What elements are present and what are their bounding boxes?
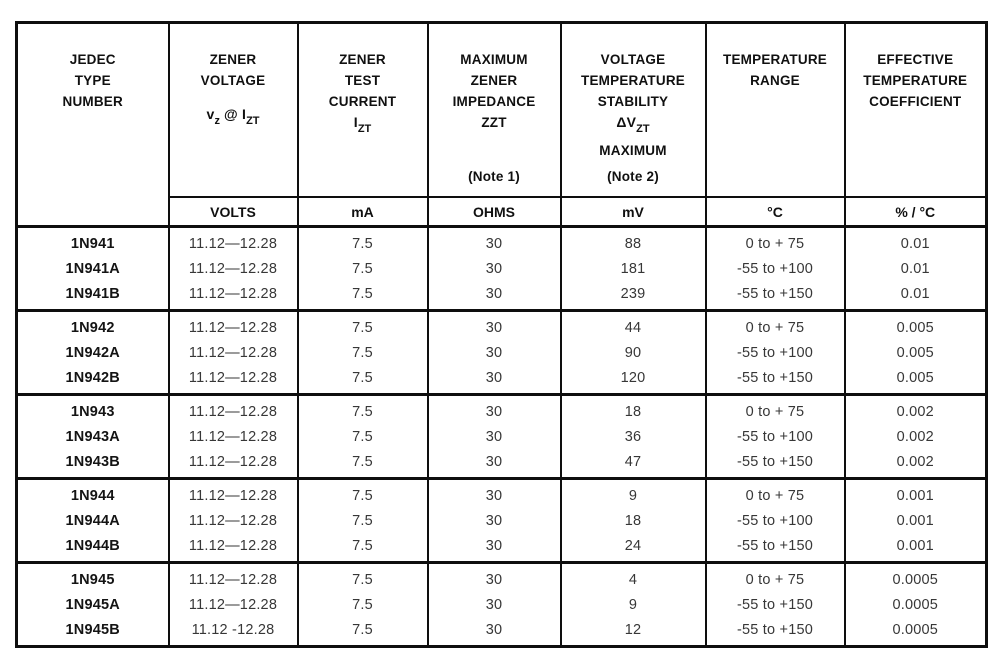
table-row <box>17 449 987 479</box>
group-1N943 <box>17 395 987 479</box>
header-effective-temp-coefficient <box>845 23 987 198</box>
zener-spec-table <box>15 21 988 648</box>
unit-mv: mV <box>561 197 706 227</box>
header-line: TYPE <box>74 73 111 88</box>
cell-stability: 120 <box>561 365 706 395</box>
header-line: VOLTAGE <box>600 52 666 67</box>
izt-formula: $I_{ZT}$ <box>353 114 372 135</box>
cell-temp-range: -55 to +150 <box>706 365 845 395</box>
cell-test-current: 7.5 <box>298 395 428 425</box>
cell-zener-voltage: 11.12—12.28 <box>169 424 298 449</box>
header-line: JEDEC <box>69 52 116 67</box>
table-row <box>17 508 987 533</box>
cell-impedance: 30 <box>428 508 561 533</box>
note-2-ref: (Note 2) <box>607 169 659 184</box>
table-row <box>17 281 987 311</box>
cell-impedance: 30 <box>428 256 561 281</box>
cell-coefficient: 0.002 <box>845 395 987 425</box>
cell-zener-voltage: 11.12—12.28 <box>169 533 298 563</box>
header-line: NUMBER <box>62 94 123 109</box>
cell-stability: 18 <box>561 395 706 425</box>
cell-test-current: 7.5 <box>298 592 428 617</box>
cell-type-number: 1N944A <box>17 508 169 533</box>
cell-stability: 90 <box>561 340 706 365</box>
cell-zener-voltage: 11.12—12.28 <box>169 256 298 281</box>
cell-zener-voltage: 11.12—12.28 <box>169 479 298 509</box>
group-1N944 <box>17 479 987 563</box>
cell-impedance: 30 <box>428 395 561 425</box>
header-line: MAXIMUM <box>599 143 667 158</box>
cell-impedance: 30 <box>428 311 561 341</box>
cell-impedance: 30 <box>428 449 561 479</box>
cell-test-current: 7.5 <box>298 311 428 341</box>
header-row <box>17 23 987 198</box>
table-row <box>17 592 987 617</box>
table-row <box>17 533 987 563</box>
unit-pct-degc: % / °C <box>845 197 987 227</box>
header-line: ZENER <box>209 52 257 67</box>
cell-type-number: 1N943B <box>17 449 169 479</box>
table-row <box>17 365 987 395</box>
header-jedec-type-number <box>17 23 169 227</box>
cell-type-number: 1N944B <box>17 533 169 563</box>
cell-coefficient: 0.01 <box>845 256 987 281</box>
cell-test-current: 7.5 <box>298 508 428 533</box>
cell-temp-range: -55 to +100 <box>706 256 845 281</box>
delta-vzt-formula: $\Delta V_{ZT}$ <box>616 114 650 135</box>
group-1N941 <box>17 227 987 311</box>
table-row <box>17 563 987 593</box>
cell-type-number: 1N943 <box>17 395 169 425</box>
cell-coefficient: 0.0005 <box>845 592 987 617</box>
unit-volts: VOLTS <box>169 197 298 227</box>
vz-at-izt-formula: $v_z$ @ $I_{ZT}$ <box>206 106 260 127</box>
table-row <box>17 617 987 647</box>
table-row <box>17 227 987 257</box>
table-row <box>17 340 987 365</box>
cell-stability: 9 <box>561 592 706 617</box>
cell-test-current: 7.5 <box>298 617 428 647</box>
cell-test-current: 7.5 <box>298 533 428 563</box>
cell-test-current: 7.5 <box>298 449 428 479</box>
header-zener-test-current <box>298 23 428 198</box>
unit-degc: °C <box>706 197 845 227</box>
table-row <box>17 311 987 341</box>
cell-temp-range: -55 to +100 <box>706 508 845 533</box>
cell-stability: 181 <box>561 256 706 281</box>
header-line: TEMPERATURE <box>723 52 827 67</box>
cell-stability: 9 <box>561 479 706 509</box>
cell-coefficient: 0.01 <box>845 281 987 311</box>
header-line: EFFECTIVE <box>877 52 954 67</box>
cell-type-number: 1N942A <box>17 340 169 365</box>
cell-temp-range: -55 to +150 <box>706 533 845 563</box>
group-1N942 <box>17 311 987 395</box>
cell-impedance: 30 <box>428 424 561 449</box>
header-line: RANGE <box>750 73 800 88</box>
header-zener-voltage <box>169 23 298 198</box>
cell-temp-range: -55 to +100 <box>706 424 845 449</box>
table-row <box>17 395 987 425</box>
cell-temp-range: -55 to +100 <box>706 340 845 365</box>
cell-coefficient: 0.002 <box>845 449 987 479</box>
cell-test-current: 7.5 <box>298 340 428 365</box>
cell-temp-range: 0 to + 75 <box>706 227 845 257</box>
cell-type-number: 1N941B <box>17 281 169 311</box>
cell-stability: 12 <box>561 617 706 647</box>
cell-test-current: 7.5 <box>298 479 428 509</box>
header-line: ZZT <box>481 115 507 130</box>
cell-temp-range: 0 to + 75 <box>706 479 845 509</box>
header-line: CURRENT <box>328 94 397 109</box>
header-max-zener-impedance <box>428 23 561 198</box>
cell-test-current: 7.5 <box>298 424 428 449</box>
cell-coefficient: 0.005 <box>845 311 987 341</box>
header-line: VOLTAGE <box>200 73 266 88</box>
cell-type-number: 1N941 <box>17 227 169 257</box>
cell-coefficient: 0.0005 <box>845 563 987 593</box>
cell-zener-voltage: 11.12—12.28 <box>169 311 298 341</box>
header-line: TEST <box>344 73 381 88</box>
cell-stability: 44 <box>561 311 706 341</box>
cell-stability: 47 <box>561 449 706 479</box>
cell-coefficient: 0.001 <box>845 479 987 509</box>
cell-impedance: 30 <box>428 340 561 365</box>
cell-impedance: 30 <box>428 617 561 647</box>
cell-temp-range: 0 to + 75 <box>706 563 845 593</box>
cell-zener-voltage: 11.12—12.28 <box>169 449 298 479</box>
cell-stability: 239 <box>561 281 706 311</box>
cell-temp-range: -55 to +150 <box>706 449 845 479</box>
cell-zener-voltage: 11.12—12.28 <box>169 395 298 425</box>
group-1N945 <box>17 563 987 647</box>
cell-temp-range: 0 to + 75 <box>706 311 845 341</box>
header-line: ZENER <box>470 73 518 88</box>
cell-type-number: 1N945B <box>17 617 169 647</box>
cell-coefficient: 0.005 <box>845 365 987 395</box>
cell-type-number: 1N945A <box>17 592 169 617</box>
cell-impedance: 30 <box>428 281 561 311</box>
table-row <box>17 256 987 281</box>
cell-type-number: 1N942B <box>17 365 169 395</box>
cell-coefficient: 0.0005 <box>845 617 987 647</box>
cell-temp-range: -55 to +150 <box>706 592 845 617</box>
cell-zener-voltage: 11.12—12.28 <box>169 281 298 311</box>
cell-stability: 24 <box>561 533 706 563</box>
header-line: MAXIMUM <box>460 52 528 67</box>
cell-impedance: 30 <box>428 479 561 509</box>
header-line: COEFFICIENT <box>869 94 962 109</box>
cell-coefficient: 0.001 <box>845 508 987 533</box>
cell-stability: 18 <box>561 508 706 533</box>
unit-ohms: OHMS <box>428 197 561 227</box>
header-line: STABILITY <box>597 94 669 109</box>
table-row <box>17 479 987 509</box>
header-voltage-temp-stability <box>561 23 706 198</box>
cell-zener-voltage: 11.12—12.28 <box>169 508 298 533</box>
header-line: IMPEDANCE <box>452 94 536 109</box>
cell-stability: 4 <box>561 563 706 593</box>
cell-zener-voltage: 11.12 -12.28 <box>169 617 298 647</box>
cell-temp-range: -55 to +150 <box>706 281 845 311</box>
cell-test-current: 7.5 <box>298 256 428 281</box>
cell-type-number: 1N942 <box>17 311 169 341</box>
table-row <box>17 424 987 449</box>
cell-impedance: 30 <box>428 592 561 617</box>
header-line: ZENER <box>339 52 386 67</box>
cell-zener-voltage: 11.12—12.28 <box>169 592 298 617</box>
cell-temp-range: -55 to +150 <box>706 617 845 647</box>
cell-test-current: 7.5 <box>298 281 428 311</box>
cell-test-current: 7.5 <box>298 227 428 257</box>
cell-coefficient: 0.01 <box>845 227 987 257</box>
cell-zener-voltage: 11.12—12.28 <box>169 227 298 257</box>
cell-impedance: 30 <box>428 227 561 257</box>
cell-type-number: 1N945 <box>17 563 169 593</box>
cell-coefficient: 0.005 <box>845 340 987 365</box>
cell-test-current: 7.5 <box>298 563 428 593</box>
cell-impedance: 30 <box>428 533 561 563</box>
cell-zener-voltage: 11.12—12.28 <box>169 365 298 395</box>
cell-type-number: 1N944 <box>17 479 169 509</box>
cell-coefficient: 0.002 <box>845 424 987 449</box>
cell-stability: 88 <box>561 227 706 257</box>
unit-ma: mA <box>298 197 428 227</box>
cell-impedance: 30 <box>428 365 561 395</box>
cell-test-current: 7.5 <box>298 365 428 395</box>
header-line: TEMPERATURE <box>863 73 968 88</box>
cell-coefficient: 0.001 <box>845 533 987 563</box>
cell-temp-range: 0 to + 75 <box>706 395 845 425</box>
header-temperature-range <box>706 23 845 198</box>
cell-zener-voltage: 11.12—12.28 <box>169 340 298 365</box>
cell-zener-voltage: 11.12—12.28 <box>169 563 298 593</box>
cell-stability: 36 <box>561 424 706 449</box>
cell-impedance: 30 <box>428 563 561 593</box>
cell-type-number: 1N943A <box>17 424 169 449</box>
header-line: TEMPERATURE <box>581 73 685 88</box>
cell-type-number: 1N941A <box>17 256 169 281</box>
note-1-ref: (Note 1) <box>468 169 520 184</box>
